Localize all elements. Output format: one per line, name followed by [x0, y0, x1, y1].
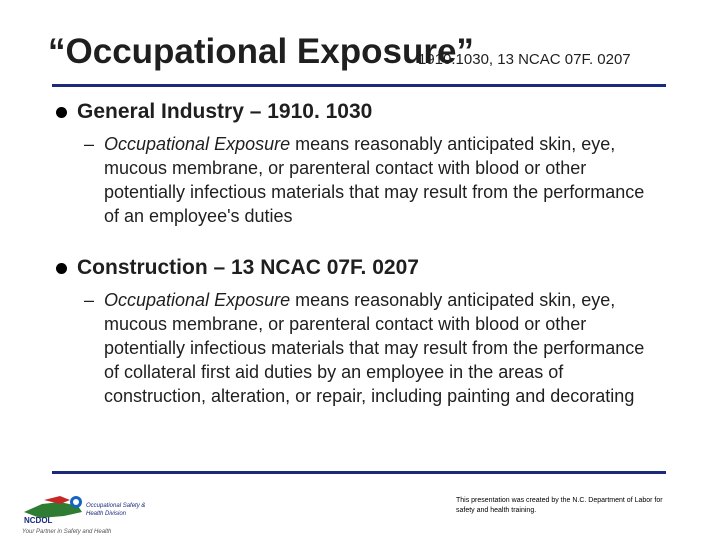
section-construction: [56, 256, 664, 408]
footer-note: This presentation was created by the N.C. Department of Labor for safety and health training.: [456, 497, 663, 514]
definition-body: means reasonably anticipated skin, eye, mucous membrane, or parenteral contact with blood or other potentially infectious materials that may result from the performance of an employee's duties: [104, 134, 645, 226]
bullet-icon: [56, 263, 67, 274]
title-divider: [52, 84, 666, 87]
definition-text: [84, 132, 664, 228]
section-heading: General Industry – 1910. 1030: [77, 100, 373, 123]
dash-icon: –: [84, 134, 95, 154]
definition-text: [84, 288, 664, 408]
logo-division: Occupational Safety & Health Division: [86, 503, 146, 517]
dash-icon: –: [84, 290, 95, 310]
title-reference: 1910.1030, 13 NCAC 07F. 0207: [418, 51, 631, 68]
logo-text: NCDOL: [24, 516, 53, 525]
page-title: “Occupational Exposure”: [48, 32, 474, 71]
footer-divider: [52, 471, 666, 474]
definition-body: means reasonably anticipated skin, eye, mucous membrane, or parenteral contact with blood or other potentially infectious materials that may result from the performance of collateral first aid duties by an employee in the areas of construction, alteration, or repair, including painting and decorating: [104, 290, 645, 406]
definition-term: Occupational Exposure: [104, 290, 291, 310]
section-general-industry: [56, 100, 664, 228]
logo-tagline: Your Partner in Safety and Health: [22, 529, 112, 535]
definition-term: Occupational Exposure: [104, 134, 291, 154]
bullet-icon: [56, 107, 67, 118]
section-heading: Construction – 13 NCAC 07F. 0207: [77, 256, 419, 279]
